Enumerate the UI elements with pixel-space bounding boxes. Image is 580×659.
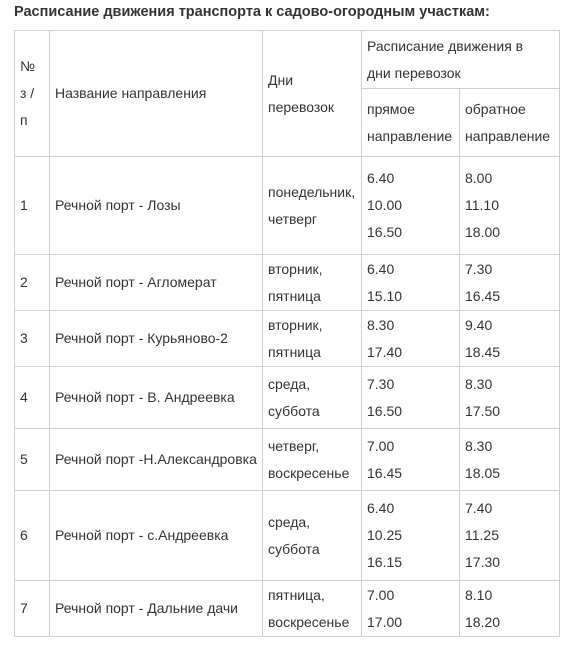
departure-time: 8.30 xyxy=(465,437,493,454)
transport-days: пятница, воскресенье xyxy=(263,581,362,637)
direction-name: Речной порт - Дальние дачи xyxy=(50,581,263,637)
departure-time: 18.45 xyxy=(465,343,501,360)
forward-times xyxy=(362,491,460,581)
schedule-rows xyxy=(15,157,560,637)
table-row xyxy=(15,429,560,491)
transport-days: вторник, пятница xyxy=(263,255,362,311)
header-forward: прямое направление xyxy=(362,89,460,157)
transport-days: понедельник, четверг xyxy=(263,157,362,255)
departure-time: 6.40 xyxy=(367,260,395,277)
departure-time: 11.25 xyxy=(465,527,499,543)
departure-time: 9.40 xyxy=(465,316,493,333)
header-direction: Название направления xyxy=(50,31,263,157)
departure-time: 18.05 xyxy=(465,464,501,481)
backward-times xyxy=(460,581,560,637)
backward-times xyxy=(460,491,560,581)
departure-time: 10.00 xyxy=(367,197,403,213)
row-number: 4 xyxy=(15,367,50,429)
backward-times xyxy=(460,157,560,255)
departure-time: 16.45 xyxy=(465,287,501,304)
departure-time: 8.10 xyxy=(465,586,493,603)
departure-time: 10.25 xyxy=(367,527,403,543)
departure-time: 7.30 xyxy=(367,375,395,392)
departure-time: 16.50 xyxy=(367,224,403,240)
direction-name: Речной порт - с.Андреевка xyxy=(50,491,263,581)
departure-time: 18.00 xyxy=(465,224,501,240)
transport-days: четверг, воскресенье xyxy=(263,429,362,491)
departure-time: 17.00 xyxy=(367,613,403,630)
departure-time: 7.30 xyxy=(465,260,493,277)
backward-times xyxy=(460,311,560,367)
departure-time: 11.10 xyxy=(465,197,499,213)
departure-time: 16.50 xyxy=(367,402,403,419)
forward-times xyxy=(362,157,460,255)
departure-time: 8.30 xyxy=(465,375,493,392)
departure-time: 17.30 xyxy=(465,554,501,570)
page-title: Расписание движения транспорта к садово-огородным участкам: xyxy=(14,4,490,20)
departure-time: 16.15 xyxy=(367,554,403,570)
departure-time: 6.40 xyxy=(367,170,395,186)
departure-time: 8.00 xyxy=(465,170,493,186)
header-schedule: Расписание движения в дни перевозок xyxy=(362,31,560,89)
departure-time: 6.40 xyxy=(367,500,395,516)
direction-name: Речной порт - Курьяново-2 xyxy=(50,311,263,367)
header-days: Дни перевозок xyxy=(263,31,362,157)
transport-days: вторник, пятница xyxy=(263,311,362,367)
backward-times xyxy=(460,367,560,429)
backward-times xyxy=(460,255,560,311)
schedule-table xyxy=(14,30,560,637)
row-number: 2 xyxy=(15,255,50,311)
departure-time: 17.40 xyxy=(367,343,403,360)
forward-times xyxy=(362,311,460,367)
forward-times xyxy=(362,581,460,637)
transport-days: среда, суббота xyxy=(263,491,362,581)
table-row xyxy=(15,581,560,637)
departure-time: 7.00 xyxy=(367,437,395,454)
table-row xyxy=(15,491,560,581)
row-number: 7 xyxy=(15,581,50,637)
transport-days: среда, суббота xyxy=(263,367,362,429)
departure-time: 16.45 xyxy=(367,464,403,481)
header-backward: обратное направление xyxy=(460,89,560,157)
forward-times xyxy=(362,255,460,311)
departure-time: 15.10 xyxy=(367,287,403,304)
forward-times xyxy=(362,429,460,491)
row-number: 6 xyxy=(15,491,50,581)
table-row xyxy=(15,367,560,429)
departure-time: 7.40 xyxy=(465,500,493,516)
direction-name: Речной порт -Н.Александровка xyxy=(50,429,263,491)
header-row-top xyxy=(15,31,560,89)
departure-time: 18.20 xyxy=(465,613,501,630)
table-row xyxy=(15,255,560,311)
direction-name: Речной порт - В. Андреевка xyxy=(50,367,263,429)
departure-time: 17.50 xyxy=(465,402,501,419)
departure-time: 8.30 xyxy=(367,316,395,333)
forward-times xyxy=(362,367,460,429)
row-number: 5 xyxy=(15,429,50,491)
row-number: 3 xyxy=(15,311,50,367)
direction-name: Речной порт - Агломерат xyxy=(50,255,263,311)
table-row xyxy=(15,157,560,255)
departure-time: 7.00 xyxy=(367,586,395,603)
direction-name: Речной порт - Лозы xyxy=(50,157,263,255)
table-row xyxy=(15,311,560,367)
backward-times xyxy=(460,429,560,491)
row-number: 1 xyxy=(15,157,50,255)
header-number: № з / п xyxy=(15,31,50,157)
